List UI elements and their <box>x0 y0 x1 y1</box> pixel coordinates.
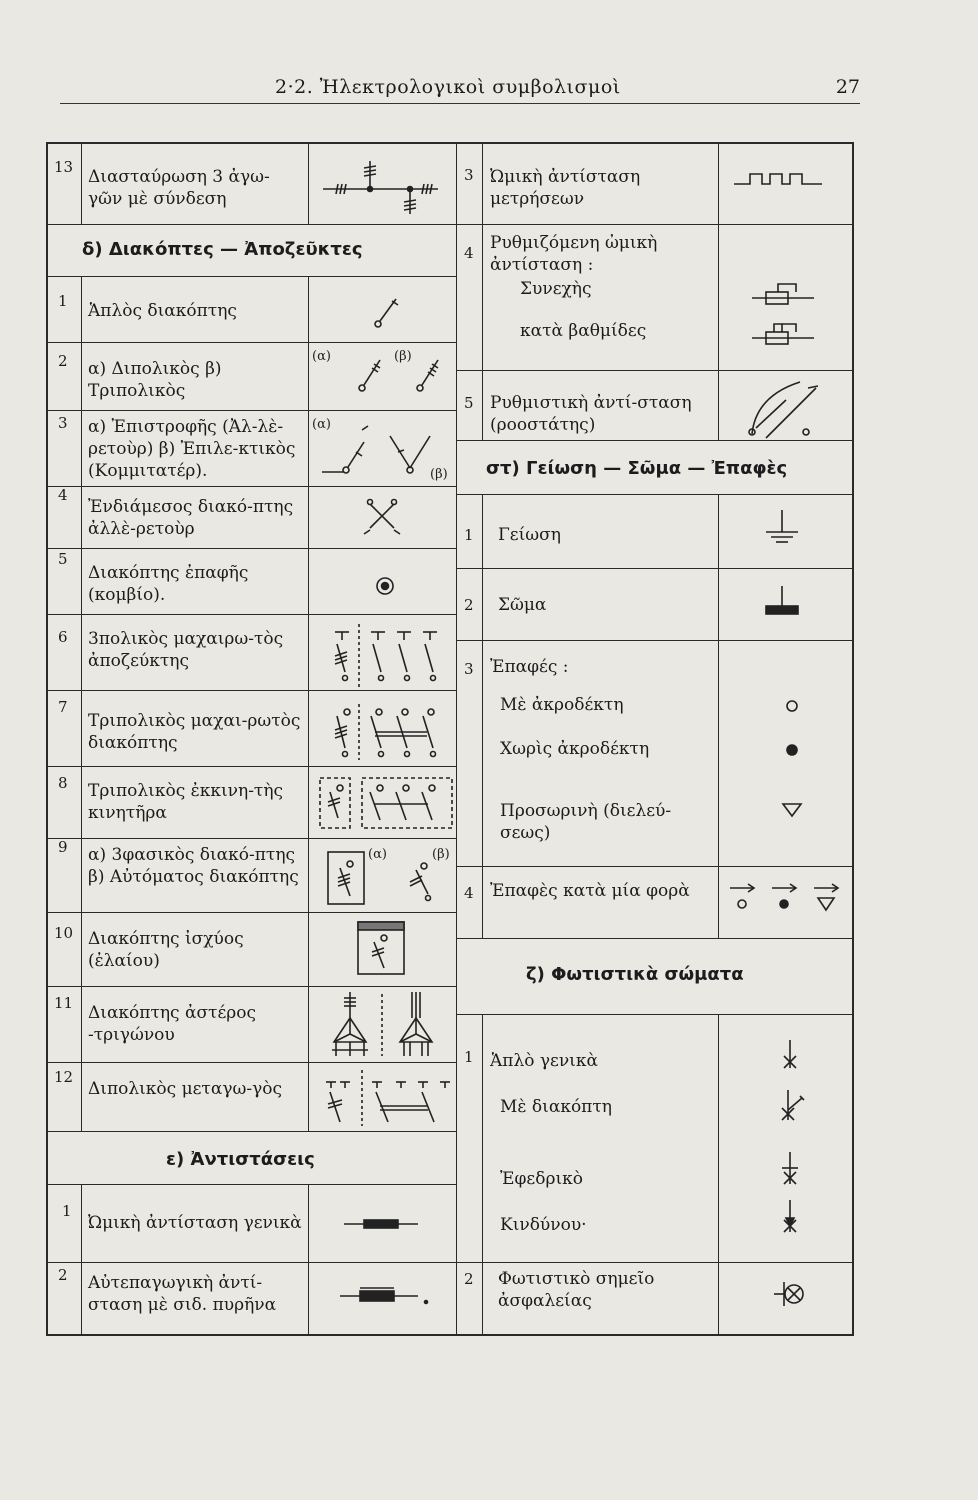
row-label: Ἁπλὸ γενικὰ <box>490 1051 598 1071</box>
row-label: Διασταύρωση 3 ἀγω-γῶν μὲ σύνδεση <box>88 167 270 209</box>
symbol-label-b: (β) <box>432 847 450 862</box>
sym-divider <box>308 276 309 1131</box>
row-number: 3 <box>464 660 474 678</box>
row-label: Φωτιστικὸ σημεῖο ἀσφαλείας <box>498 1269 655 1311</box>
row-rule <box>48 766 456 767</box>
row-sublabel: Κινδύνου· <box>500 1215 587 1235</box>
tripolar-knife-switch-symbol <box>323 702 453 766</box>
num-divider <box>482 1014 483 1334</box>
bipolar-changeover-switch-symbol <box>322 1068 458 1132</box>
num-divider <box>81 144 82 224</box>
num-divider <box>81 1184 82 1334</box>
row-number: 4 <box>464 244 474 262</box>
row-number: 7 <box>58 698 68 716</box>
rheostat-symbol <box>746 376 836 444</box>
center-divider <box>456 144 457 1334</box>
ohmic-resistor-symbol <box>344 1214 424 1238</box>
row-rule <box>456 494 852 495</box>
row-rule <box>48 690 456 691</box>
row-sublabel: Μὲ ἀκροδέκτη <box>500 695 624 715</box>
row-label: α) Διπολικὸς β) Τριπολικὸς <box>88 359 222 401</box>
row-sublabel: κατὰ βαθμίδες <box>520 321 647 341</box>
row-rule <box>48 1131 456 1132</box>
row-rule <box>456 440 852 441</box>
emergency-luminaire-symbol <box>776 1150 806 1194</box>
page-number: 27 <box>835 76 860 98</box>
motor-starter-symbol <box>318 772 454 840</box>
row-number: 6 <box>58 628 68 646</box>
row-label: Ἁπλὸς διακόπτης <box>88 301 237 321</box>
row-rule <box>456 1262 852 1263</box>
luminaire-with-switch-symbol <box>774 1088 810 1132</box>
row-label: Τριπολικὸς μαχαι-ρωτὸς διακόπτης <box>88 711 301 753</box>
row-label: α) Ἐπιστροφῆς (Ἀλ-λὲ-ρετοὺρ) β) Ἐπιλε-κτικὸς (Κομμιτατέρ). <box>88 417 296 481</box>
row-rule <box>48 548 456 549</box>
row-rule <box>48 1062 456 1063</box>
row-number: 1 <box>464 526 474 544</box>
danger-luminaire-symbol <box>776 1198 806 1242</box>
row-rule <box>48 224 456 225</box>
row-number: 4 <box>58 486 68 504</box>
row-label: Σῶμα <box>498 595 547 615</box>
row-number: 8 <box>58 774 68 792</box>
symbol-table <box>46 142 854 1336</box>
row-label: Τριπολικὸς ἐκκινη-τὴς κινητῆρα <box>88 781 284 823</box>
junction-3-conductors-symbol <box>318 156 448 220</box>
sym-divider <box>718 1014 719 1334</box>
row-label: α) 3φασικὸς διακό-πτης β) Αὐτόματος διακόπτης <box>88 845 299 887</box>
row-label: Διπολικὸς μεταγω-γὸς <box>88 1079 282 1099</box>
star-delta-switch-symbol <box>326 990 456 1064</box>
row-number: 3 <box>58 414 68 432</box>
row-rule <box>456 1014 852 1015</box>
section-heading-switches: δ) Διακόπτες — Ἀποζεῦκτες <box>82 239 363 260</box>
row-sublabel: Συνεχὴς <box>520 279 592 299</box>
row-rule <box>456 224 852 225</box>
row-label: 3πολικὸς μαχαιρω-τὸς ἀποζεύκτης <box>88 629 284 671</box>
section-heading-lighting: ζ) Φωτιστικὰ σώματα <box>526 964 744 985</box>
row-sublabel: Ἐφεδρικὸ <box>500 1169 583 1189</box>
oil-circuit-breaker-symbol <box>354 916 414 982</box>
row-label: Ρυθμιστικὴ ἀντί-σταση (ροοστάτης) <box>490 393 692 435</box>
row-number: 2 <box>464 1270 474 1288</box>
row-label: Γείωση <box>498 525 561 545</box>
sym-divider <box>718 144 719 440</box>
row-label: Ἐπαφές : <box>490 657 569 677</box>
row-label: Ρυθμιζόμενη ὠμικὴ ἀντίσταση : <box>490 233 658 275</box>
row-rule <box>48 1262 456 1263</box>
row-number: 10 <box>54 924 74 942</box>
symbol-label-a: (α) <box>368 847 387 862</box>
row-rule <box>48 986 456 987</box>
row-sublabel: Χωρὶς ἀκροδέκτη <box>500 739 650 759</box>
row-rule <box>48 912 456 913</box>
row-number: 12 <box>54 1068 74 1086</box>
row-number: 2 <box>58 352 68 370</box>
symbol-label-b: (β) <box>394 349 412 364</box>
one-direction-contacts-symbol <box>728 878 852 922</box>
row-rule <box>48 342 456 343</box>
symbol-label-a: (α) <box>312 349 331 364</box>
num-divider <box>482 494 483 938</box>
sym-divider <box>308 1184 309 1334</box>
row-number: 13 <box>54 158 74 176</box>
contact-without-terminal-icon <box>782 740 802 764</box>
row-rule <box>48 410 456 411</box>
chassis-symbol <box>762 584 802 628</box>
row-number: 2 <box>58 1266 68 1284</box>
row-rule <box>48 276 456 277</box>
row-label: Ὠμικὴ ἀντίσταση μετρήσεων <box>490 167 641 209</box>
page-header <box>60 68 860 108</box>
simple-switch-symbol <box>368 294 408 338</box>
row-number: 3 <box>464 166 474 184</box>
three-phase-automatic-switch-symbol <box>324 842 454 912</box>
push-button-symbol <box>373 574 403 608</box>
sym-divider <box>718 494 719 938</box>
row-sublabel: Μὲ διακόπτη <box>500 1097 612 1117</box>
num-divider <box>81 276 82 1131</box>
row-number: 1 <box>58 292 68 310</box>
row-label: Διακόπτης ἰσχύος (ἐλαίου) <box>88 929 244 971</box>
sym-divider <box>308 144 309 224</box>
row-number: 9 <box>58 838 68 856</box>
row-number: 1 <box>62 1202 72 1220</box>
row-label: Διακόπτης ἐπαφῆς (κομβίο). <box>88 563 249 605</box>
row-number: 4 <box>464 884 474 902</box>
row-number: 5 <box>464 394 474 412</box>
row-rule <box>48 1184 456 1185</box>
row-rule <box>456 568 852 569</box>
section-heading-resistors: ε) Ἀντιστάσεις <box>166 1149 315 1170</box>
contact-with-terminal-icon <box>782 696 802 720</box>
row-number: 5 <box>58 550 68 568</box>
row-rule <box>456 866 852 867</box>
page-title: 2·2. Ἠλεκτρολογικοὶ συμβολισμοὶ <box>275 76 621 98</box>
changeover-selector-switch-symbol <box>312 412 452 486</box>
row-rule <box>456 938 852 939</box>
temporary-contact-icon <box>780 800 804 824</box>
row-number: 1 <box>464 1048 474 1066</box>
row-sublabel: Προσωρινὴ (διελεύ-σεως) <box>500 801 672 843</box>
iron-core-inductor-symbol <box>340 1284 430 1312</box>
continuous-variable-resistor-symbol <box>752 280 822 314</box>
row-rule <box>456 640 852 641</box>
header-rule <box>60 103 860 104</box>
row-label: Αὐτεπαγωγικὴ ἀντί-σταση μὲ σιδ. πυρῆνα <box>88 1273 277 1315</box>
measuring-resistor-symbol <box>732 168 832 196</box>
row-rule <box>48 486 456 487</box>
row-label: Διακόπτης ἀστέρος -τριγώνου <box>88 1003 257 1045</box>
section-heading-earthing-contacts: στ) Γείωση — Σῶμα — Ἐπαφὲς <box>486 458 788 479</box>
row-rule <box>48 838 456 839</box>
row-rule <box>48 614 456 615</box>
general-luminaire-symbol <box>776 1038 806 1078</box>
row-label: Ἐνδιάμεσος διακό-πτης ἀλλὲ-ρετοὺρ <box>88 497 294 539</box>
row-label: Ὠμικὴ ἀντίσταση γενικὰ <box>88 1213 302 1233</box>
stepped-variable-resistor-symbol <box>752 320 822 354</box>
row-number: 2 <box>464 596 474 614</box>
row-label: Ἐπαφὲς κατὰ μία φορὰ <box>490 881 690 901</box>
symbol-label-b: (β) <box>430 467 448 482</box>
intermediate-switch-symbol <box>360 496 410 540</box>
row-rule <box>456 370 852 371</box>
earth-symbol <box>762 508 802 552</box>
tripolar-knife-disconnector-symbol <box>323 622 453 696</box>
num-divider <box>482 144 483 440</box>
safety-light-point-symbol <box>772 1278 812 1318</box>
row-number: 11 <box>54 994 74 1012</box>
symbol-label-a: (α) <box>312 417 331 432</box>
bipolar-tripolar-switch-symbol <box>312 346 452 400</box>
